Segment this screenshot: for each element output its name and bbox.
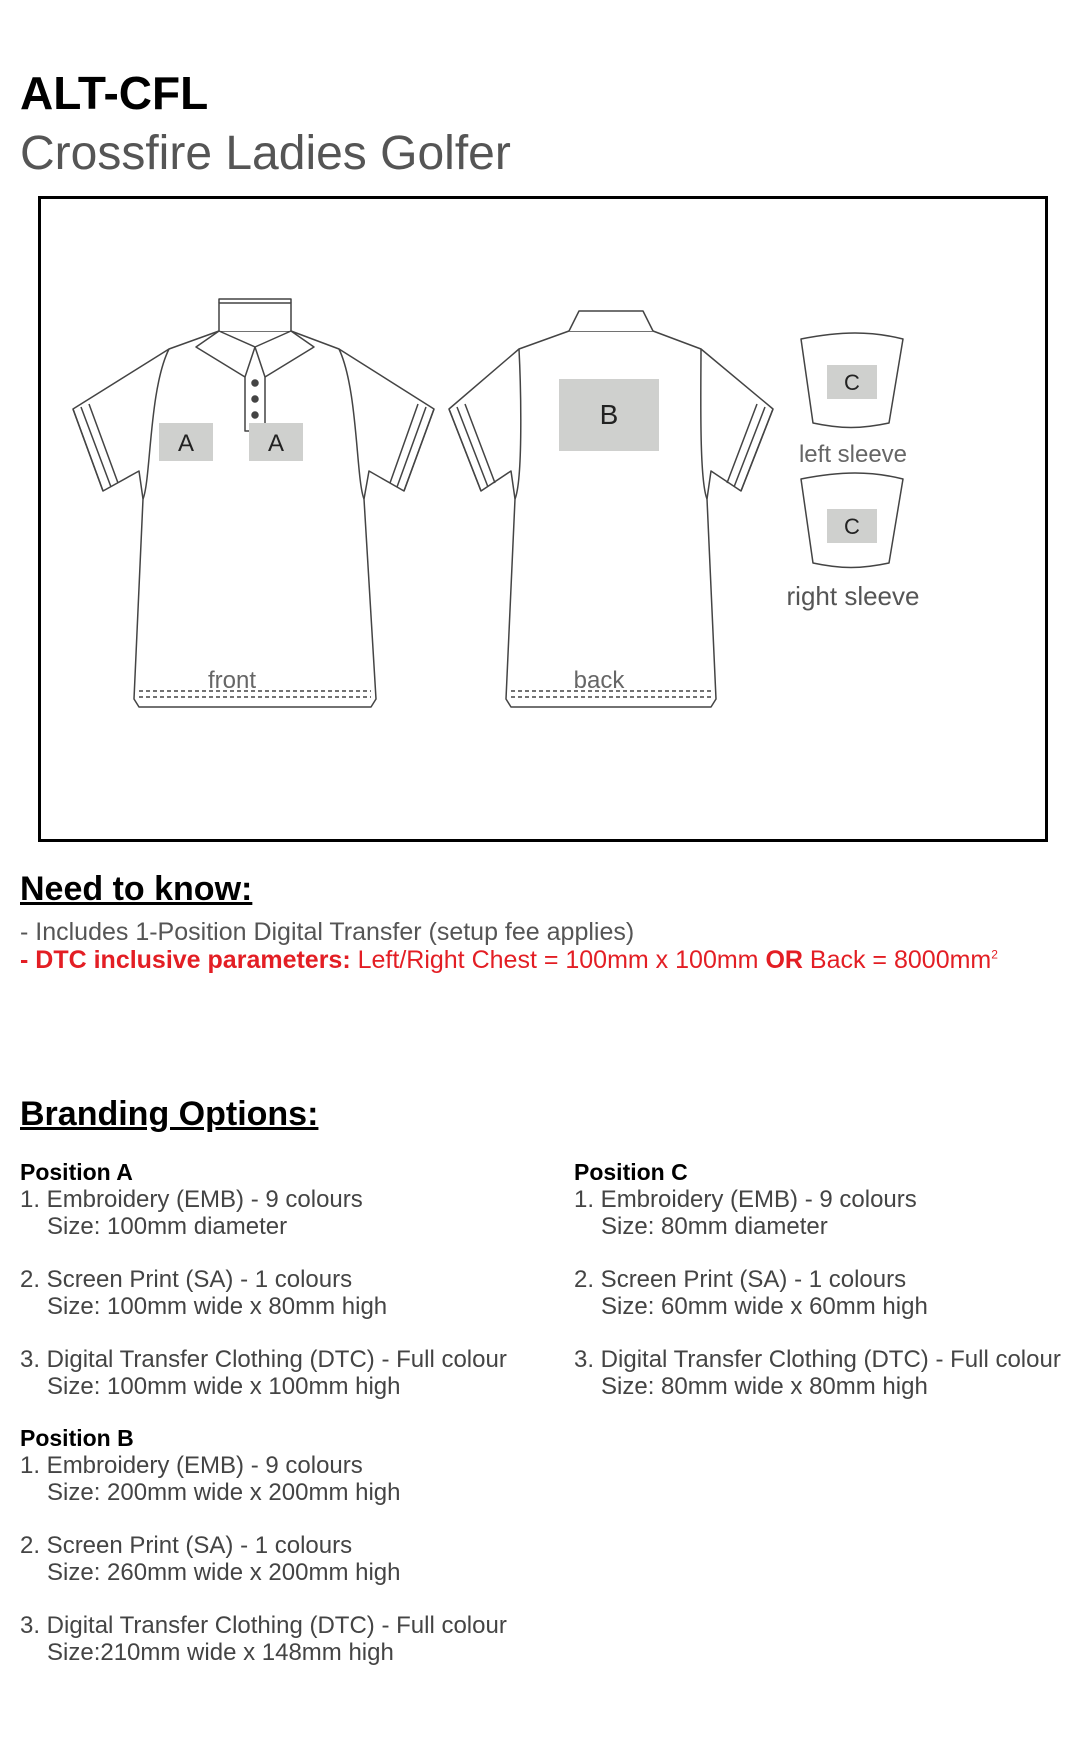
- branding-option: [20, 1346, 540, 1400]
- left-sleeve-label: left sleeve: [798, 441, 908, 468]
- option-method: 1. Embroidery (EMB) - 9 colours: [20, 1186, 363, 1213]
- branding-option: [20, 1532, 540, 1586]
- option-method: 3. Digital Transfer Clothing (DTC) - Full colour: [20, 1612, 507, 1639]
- branding-option: [574, 1186, 1074, 1240]
- branding-option: [20, 1186, 540, 1240]
- branding-option: [20, 1266, 540, 1320]
- garment-illustration: [41, 199, 1045, 839]
- option-size: Size: 100mm wide x 80mm high: [47, 1293, 388, 1320]
- garment-diagram: [38, 196, 1048, 842]
- position-c-label-right: C: [844, 514, 860, 539]
- position-c-section: [574, 1158, 1074, 1400]
- option-method: 2. Screen Print (SA) - 1 colours: [20, 1532, 353, 1559]
- dtc-or: OR: [765, 946, 803, 974]
- dtc-back-parameter: Back = 8000mm: [809, 946, 992, 974]
- position-a-label-left: A: [177, 430, 195, 457]
- need-to-know-line-1: - Includes 1-Position Digital Transfer (setup fee applies): [20, 918, 635, 946]
- need-to-know-heading: Need to know:: [20, 870, 253, 908]
- option-method: 1. Embroidery (EMB) - 9 colours: [574, 1186, 917, 1213]
- branding-option: [20, 1452, 540, 1506]
- option-method: 3. Digital Transfer Clothing (DTC) - Full colour: [20, 1346, 507, 1373]
- back-shirt-drawing: [449, 311, 773, 707]
- position-a-section: [20, 1158, 540, 1400]
- position-title: Position A: [20, 1159, 133, 1185]
- dtc-back-superscript: 2: [991, 947, 998, 962]
- option-method: 3. Digital Transfer Clothing (DTC) - Full colour: [574, 1346, 1061, 1373]
- position-c-label-left: C: [844, 370, 860, 395]
- back-label: back: [573, 667, 625, 694]
- position-b-label: B: [599, 399, 619, 430]
- option-method: 1. Embroidery (EMB) - 9 colours: [20, 1452, 363, 1479]
- position-title: Position C: [574, 1159, 688, 1185]
- product-code: ALT-CFL: [20, 67, 209, 119]
- branding-option: [20, 1612, 540, 1666]
- option-size: Size: 260mm wide x 200mm high: [47, 1559, 401, 1586]
- branding-options-heading: Branding Options:: [20, 1095, 319, 1133]
- dtc-parameters-prefix: - DTC inclusive parameters:: [20, 946, 351, 974]
- option-method: 2. Screen Print (SA) - 1 colours: [20, 1266, 353, 1293]
- option-size: Size:210mm wide x 148mm high: [47, 1639, 394, 1666]
- front-label: front: [207, 667, 257, 694]
- product-name: Crossfire Ladies Golfer: [20, 127, 511, 180]
- branding-option: [574, 1346, 1074, 1400]
- need-to-know-line-2: [20, 948, 998, 973]
- option-size: Size: 80mm diameter: [601, 1213, 828, 1240]
- front-shirt-drawing: [73, 299, 434, 707]
- dtc-chest-parameter: Left/Right Chest = 100mm x 100mm: [357, 946, 759, 974]
- right-sleeve-label: right sleeve: [786, 581, 920, 611]
- branding-option: [574, 1266, 1074, 1320]
- option-method: 2. Screen Print (SA) - 1 colours: [574, 1266, 907, 1293]
- option-size: Size: 80mm wide x 80mm high: [601, 1373, 928, 1400]
- option-size: Size: 100mm wide x 100mm high: [47, 1373, 401, 1400]
- position-title: Position B: [20, 1425, 134, 1451]
- option-size: Size: 60mm wide x 60mm high: [601, 1293, 928, 1320]
- position-a-label-right: A: [267, 430, 285, 457]
- option-size: Size: 100mm diameter: [47, 1213, 288, 1240]
- option-size: Size: 200mm wide x 200mm high: [47, 1479, 401, 1506]
- position-b-section: [20, 1424, 540, 1666]
